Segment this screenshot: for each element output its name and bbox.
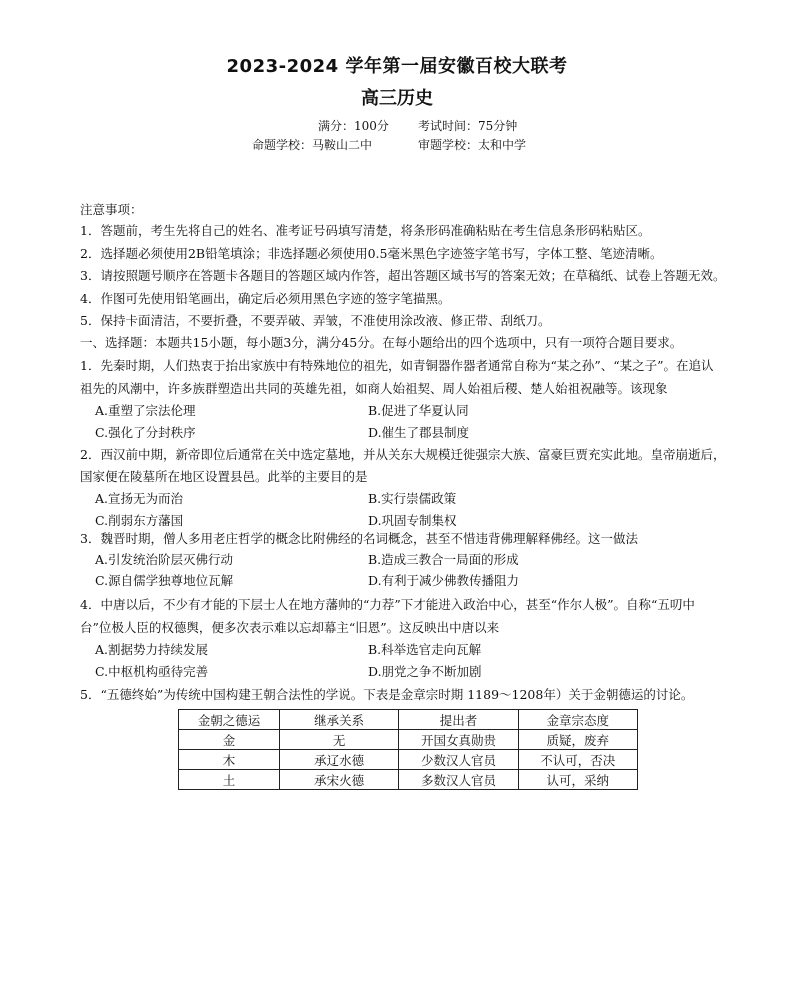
question-stem: 5．“五德终始”为传统中国构建王朝合法性的学说。下表是金章宗时期 1189～1208年）关于金朝德运的讨论。 xyxy=(80,687,694,702)
option-b: B.造成三教合一局面的形成 xyxy=(368,552,519,567)
question-stem: 台”位极人臣的权德舆，便多次表示难以忘却幕主“旧恩”。这反映出中唐以来 xyxy=(80,620,500,635)
question-stem: 祖先的风潮中，许多族群塑造出共同的英雄先祖，如商人始祖契、周人始祖后稷、楚人始祖祝融等。该现象 xyxy=(80,381,668,396)
notes-heading: 注意事项： xyxy=(80,202,143,217)
option-b: B.实行崇儒政策 xyxy=(368,491,457,506)
exam-subject: 高三历史 xyxy=(361,88,433,109)
note-item: 4．作图可先使用铅笔画出，确定后必须用黑色字迹的签字笔描黑。 xyxy=(80,291,451,306)
option-a: A.引发统治阶层灭佛行动 xyxy=(95,552,234,567)
column-header: 提出者 xyxy=(399,710,518,730)
table-cell: 不认可，否决 xyxy=(518,750,637,770)
proposing-school: 命题学校：马鞍山二中 xyxy=(252,138,373,152)
option-c: C.中枢机构亟待完善 xyxy=(95,664,209,679)
option-a: A.重塑了宗法伦理 xyxy=(95,403,196,418)
table-row xyxy=(179,750,638,770)
exam-title: 2023-2024 学年第一届安徽百校大联考 xyxy=(226,56,568,77)
option-a: A.宣扬无为而治 xyxy=(95,491,184,506)
exam-time: 考试时间：75分钟 xyxy=(418,119,518,133)
note-item: 3．请按照题号顺序在答题卡各题目的答题区域内作答，超出答题区域书写的答案无效；在草稿纸、试卷上答题无效。 xyxy=(80,268,726,283)
option-b: B.促进了华夏认同 xyxy=(368,403,469,418)
question-stem: 国家便在陵墓所在地区设置县邑。此举的主要目的是 xyxy=(80,469,368,484)
note-item: 2．选择题必须使用2B铅笔填涂；非选择题必须使用0.5毫米黑色字迹签字笔书写，字体工整、笔迹清晰。 xyxy=(80,246,663,261)
question-stem: 4．中唐以后，不少有才能的下层士人在地方藩帅的“力荐”下才能进入政治中心，甚至“作尔人极”。自称“五叨中 xyxy=(80,597,695,612)
option-d: D.催生了郡县制度 xyxy=(368,425,470,440)
table-cell: 开国女真勋贵 xyxy=(399,730,518,750)
question-stem: 2．西汉前中期，新帝即位后通常在关中选定墓地，并从关东大规模迁徙强宗大族、富豪巨贾充实此地。皇帝崩逝后， xyxy=(80,447,726,462)
table-cell: 无 xyxy=(279,730,398,750)
table-cell: 土 xyxy=(179,770,280,790)
option-b: B.科举选官走向瓦解 xyxy=(368,642,482,657)
table-header-row xyxy=(179,710,638,730)
option-c: C.源自儒学独尊地位瓦解 xyxy=(95,573,234,588)
table-cell: 少数汉人官员 xyxy=(399,750,518,770)
table-row xyxy=(179,730,638,750)
question-stem: 3．魏晋时期，僧人多用老庄哲学的概念比附佛经的名词概念，甚至不惜违背佛理解释佛经。这一做法 xyxy=(80,531,638,546)
note-item: 1．答题前，考生先将自己的姓名、准考证号码填写清楚，将条形码准确粘贴在考生信息条形码粘贴区。 xyxy=(80,223,651,238)
table-cell: 质疑，废弃 xyxy=(518,730,637,750)
option-d: D.有利于减少佛教传播阻力 xyxy=(368,573,520,588)
section-heading: 一、选择题：本题共15小题，每小题3分，满分45分。在每小题给出的四个选项中，只有一项符合题目要求。 xyxy=(80,335,683,350)
question-stem: 1．先秦时期，人们热衷于抬出家族中有特殊地位的祖先，如青铜器作器者通常自称为“某之孙”、“某之子”。在追认 xyxy=(80,358,714,373)
data-table xyxy=(178,709,638,790)
table-cell: 木 xyxy=(179,750,280,770)
table-row xyxy=(179,770,638,790)
option-c: C.强化了分封秩序 xyxy=(95,425,196,440)
full-score: 满分：100分 xyxy=(318,119,389,133)
table-cell: 认可，采纳 xyxy=(518,770,637,790)
note-item: 5．保持卡面清洁，不要折叠，不要弄破、弄皱，不准使用涂改液、修正带、刮纸刀。 xyxy=(80,313,551,328)
option-d: D.巩固专制集权 xyxy=(368,513,457,528)
reviewing-school: 审题学校：太和中学 xyxy=(418,138,527,152)
column-header: 继承关系 xyxy=(279,710,398,730)
option-c: C.削弱东方藩国 xyxy=(95,513,184,528)
table-cell: 多数汉人官员 xyxy=(399,770,518,790)
option-d: D.朋党之争不断加剧 xyxy=(368,664,482,679)
table-cell: 承辽水德 xyxy=(279,750,398,770)
option-a: A.割据势力持续发展 xyxy=(95,642,209,657)
table-cell: 承宋火德 xyxy=(279,770,398,790)
table-cell: 金 xyxy=(179,730,280,750)
column-header: 金朝之德运 xyxy=(179,710,280,730)
column-header: 金章宗态度 xyxy=(518,710,637,730)
